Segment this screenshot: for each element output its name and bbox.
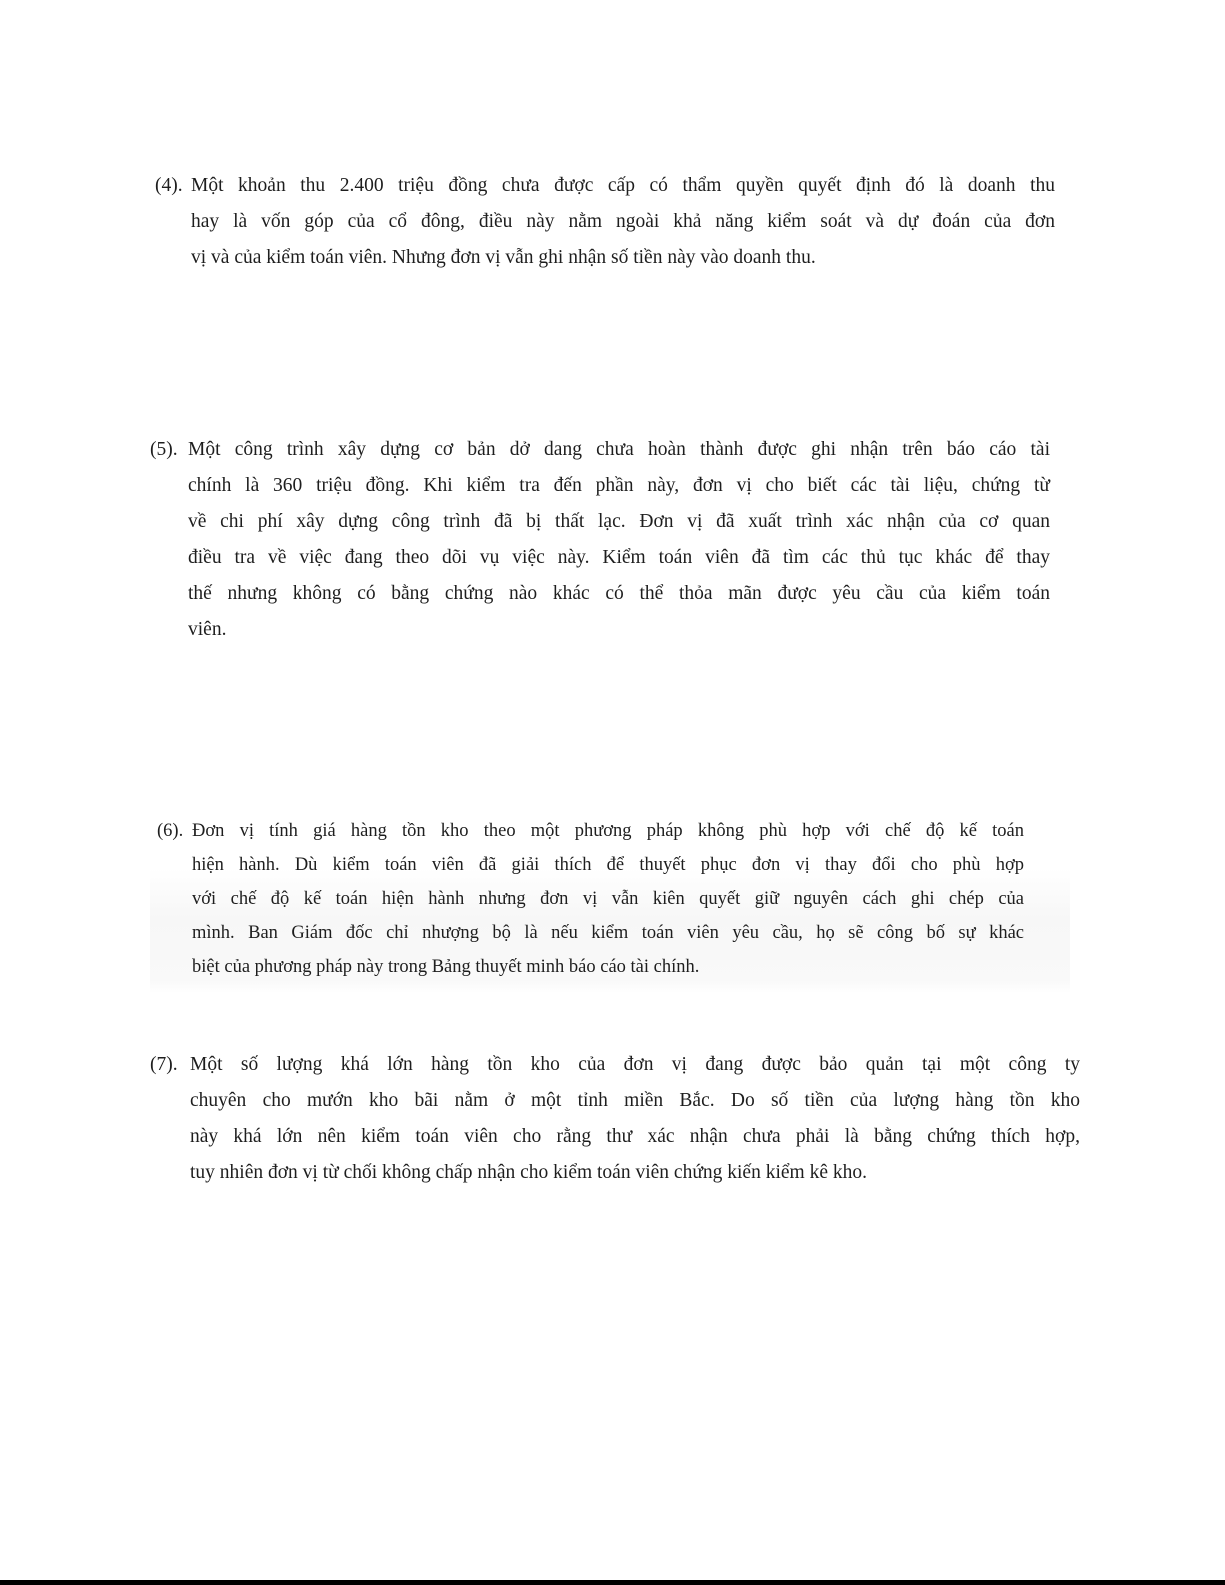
item-body xyxy=(188,432,1050,648)
text-line: hay là vốn góp của cổ đông, điều này nằm ngoài khả năng kiểm soát và dự đoán của đơn xyxy=(191,211,1055,232)
text-line: này khá lớn nên kiểm toán viên cho rằng thư xác nhận chưa phải là bằng chứng thích hợp, xyxy=(190,1126,1080,1147)
bottom-border xyxy=(0,1580,1225,1585)
text-line: vị và của kiểm toán viên. Nhưng đơn vị vẫn ghi nhận số tiền này vào doanh thu. xyxy=(191,247,816,268)
text-line: hiện hành. Dù kiểm toán viên đã giải thích để thuyết phục đơn vị thay đổi cho phù hợp xyxy=(192,855,1024,875)
text-line: điều tra về việc đang theo dõi vụ việc này. Kiểm toán viên đã tìm các thủ tục khác để thay xyxy=(188,547,1050,568)
text-line: chính là 360 triệu đồng. Khi kiểm tra đến phần này, đơn vị cho biết các tài liệu, chứng từ xyxy=(188,475,1050,496)
item-number: (5). xyxy=(150,439,178,460)
item-number: (6). xyxy=(157,821,184,841)
text-line: viên. xyxy=(188,619,227,640)
text-line: thế nhưng không có bằng chứng nào khác có thể thỏa mãn được yêu cầu của kiểm toán xyxy=(188,583,1050,604)
item-body xyxy=(191,168,1055,276)
text-line: với chế độ kế toán hiện hành nhưng đơn vị vẫn kiên quyết giữ nguyên cách ghi chép của xyxy=(192,889,1024,909)
item-number: (4). xyxy=(155,175,183,196)
text-line: tuy nhiên đơn vị từ chối không chấp nhận cho kiểm toán viên chứng kiến kiểm kê kho. xyxy=(190,1162,867,1183)
text-line: về chi phí xây dựng công trình đã bị thất lạc. Đơn vị đã xuất trình xác nhận của cơ quan xyxy=(188,511,1050,532)
text-line: chuyên cho mướn kho bãi nằm ở một tỉnh miền Bắc. Do số tiền của lượng hàng tồn kho xyxy=(190,1090,1080,1111)
item-body xyxy=(190,1047,1080,1191)
text-line: Một khoản thu 2.400 triệu đồng chưa được cấp có thẩm quyền quyết định đó là doanh thu xyxy=(191,175,1055,196)
text-line: Đơn vị tính giá hàng tồn kho theo một phương pháp không phù hợp với chế độ kế toán xyxy=(192,821,1024,841)
text-line: biệt của phương pháp này trong Bảng thuyết minh báo cáo tài chính. xyxy=(192,957,700,977)
text-line: Một số lượng khá lớn hàng tồn kho của đơn vị đang được bảo quản tại một công ty xyxy=(190,1054,1080,1075)
text-line: mình. Ban Giám đốc chỉ nhượng bộ là nếu kiểm toán viên yêu cầu, họ sẽ công bố sự khác xyxy=(192,923,1024,943)
item-body xyxy=(192,814,1024,984)
text-line: Một công trình xây dựng cơ bản dở dang chưa hoàn thành được ghi nhận trên báo cáo tài xyxy=(188,439,1050,460)
item-number: (7). xyxy=(150,1054,178,1075)
